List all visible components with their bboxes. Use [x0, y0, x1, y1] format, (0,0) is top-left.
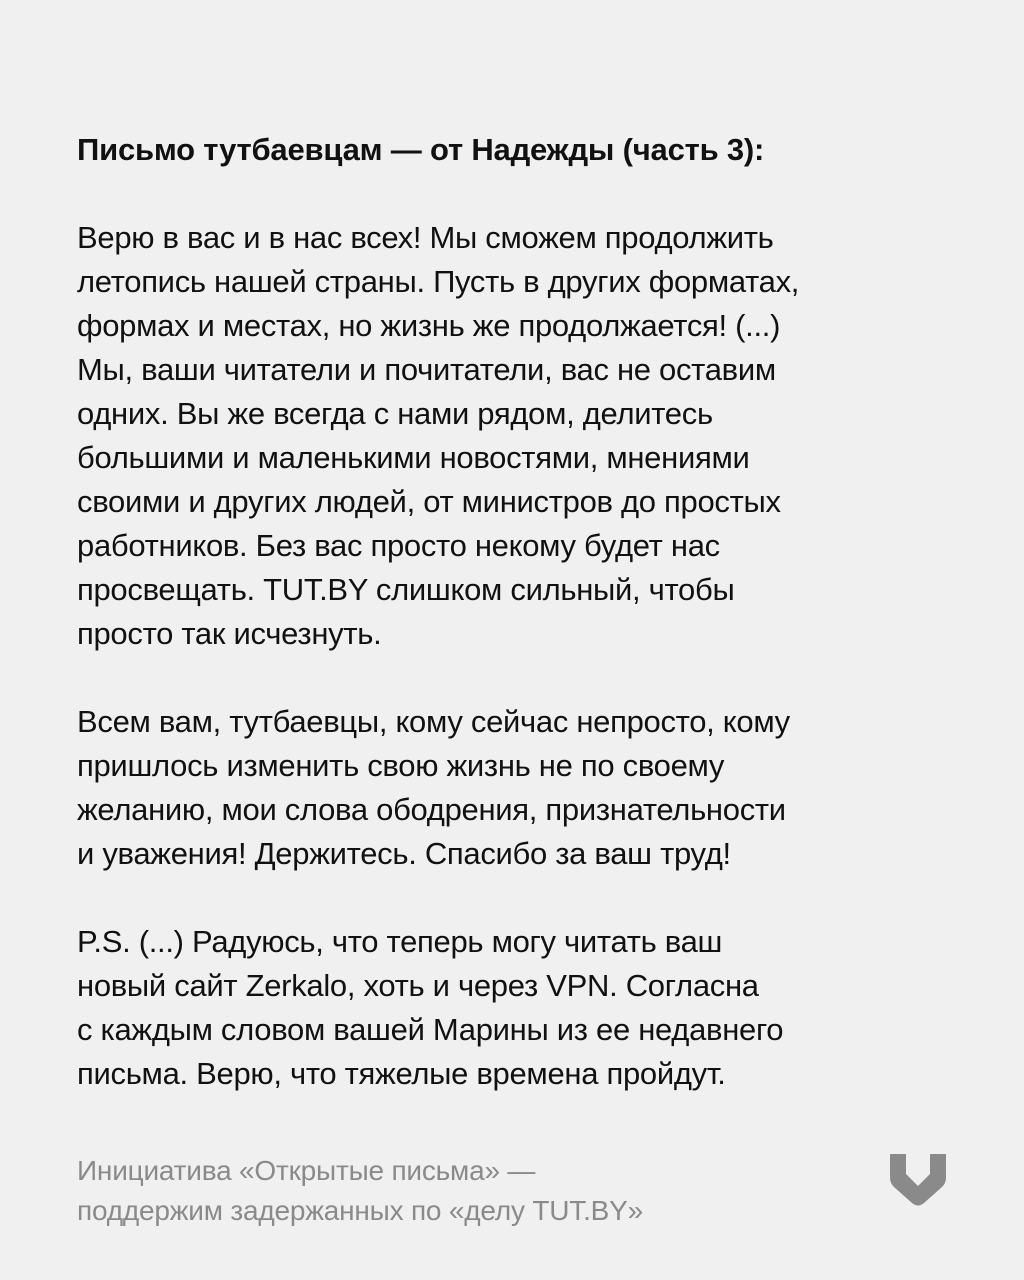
footer-line: Инициатива «Открытые письма» —	[77, 1155, 536, 1186]
text-line: просвещать. TUT.BY слишком сильный, чтобы	[77, 572, 735, 607]
text-line: Всем вам, тутбаевцы, кому сейчас непросто, кому	[77, 704, 790, 739]
text-line: одних. Вы же всегда с нами рядом, делитесь	[77, 396, 713, 431]
spacer	[77, 656, 977, 700]
letter-paragraph-2	[77, 700, 977, 876]
shield-v-logo-icon	[886, 1152, 950, 1206]
letter-paragraph-1	[77, 216, 977, 656]
letter-paragraph-3	[77, 920, 977, 1096]
text-line: и уважения! Держитесь. Спасибо за ваш труд!	[77, 836, 731, 871]
text-line: своими и других людей, от министров до простых	[77, 484, 781, 519]
text-line: просто так исчезнуть.	[77, 616, 382, 651]
letter-title: Письмо тутбаевцам — от Надежды (часть 3):	[77, 132, 765, 167]
text-line: новый сайт Zerkalo, хоть и через VPN. Согласна	[77, 968, 759, 1003]
text-line: работников. Без вас просто некому будет нас	[77, 528, 720, 563]
text-line: P.S. (...) Радуюсь, что теперь могу читать ваш	[77, 924, 723, 959]
footer-initiative	[77, 1151, 643, 1231]
text-line: большими и маленькими новостями, мнениями	[77, 440, 750, 475]
text-line: желанию, мои слова ободрения, признательности	[77, 792, 786, 827]
spacer	[77, 876, 977, 920]
text-line: пришлось изменить свою жизнь не по своему	[77, 748, 725, 783]
text-line: Мы, ваши читатели и почитатели, вас не оставим	[77, 352, 776, 387]
letter-content	[77, 128, 977, 1096]
text-line: письма. Верю, что тяжелые времена пройдут.	[77, 1056, 726, 1091]
text-line: летопись нашей страны. Пусть в других форматах,	[77, 264, 800, 299]
spacer	[77, 172, 977, 216]
text-line: с каждым словом вашей Марины из ее недавнего	[77, 1012, 784, 1047]
footer-line: поддержим задержанных по «делу TUT.BY»	[77, 1195, 643, 1226]
text-line: Верю в вас и в нас всех! Мы сможем продолжить	[77, 220, 774, 255]
text-line: формах и местах, но жизнь же продолжается! (...)	[77, 308, 781, 343]
